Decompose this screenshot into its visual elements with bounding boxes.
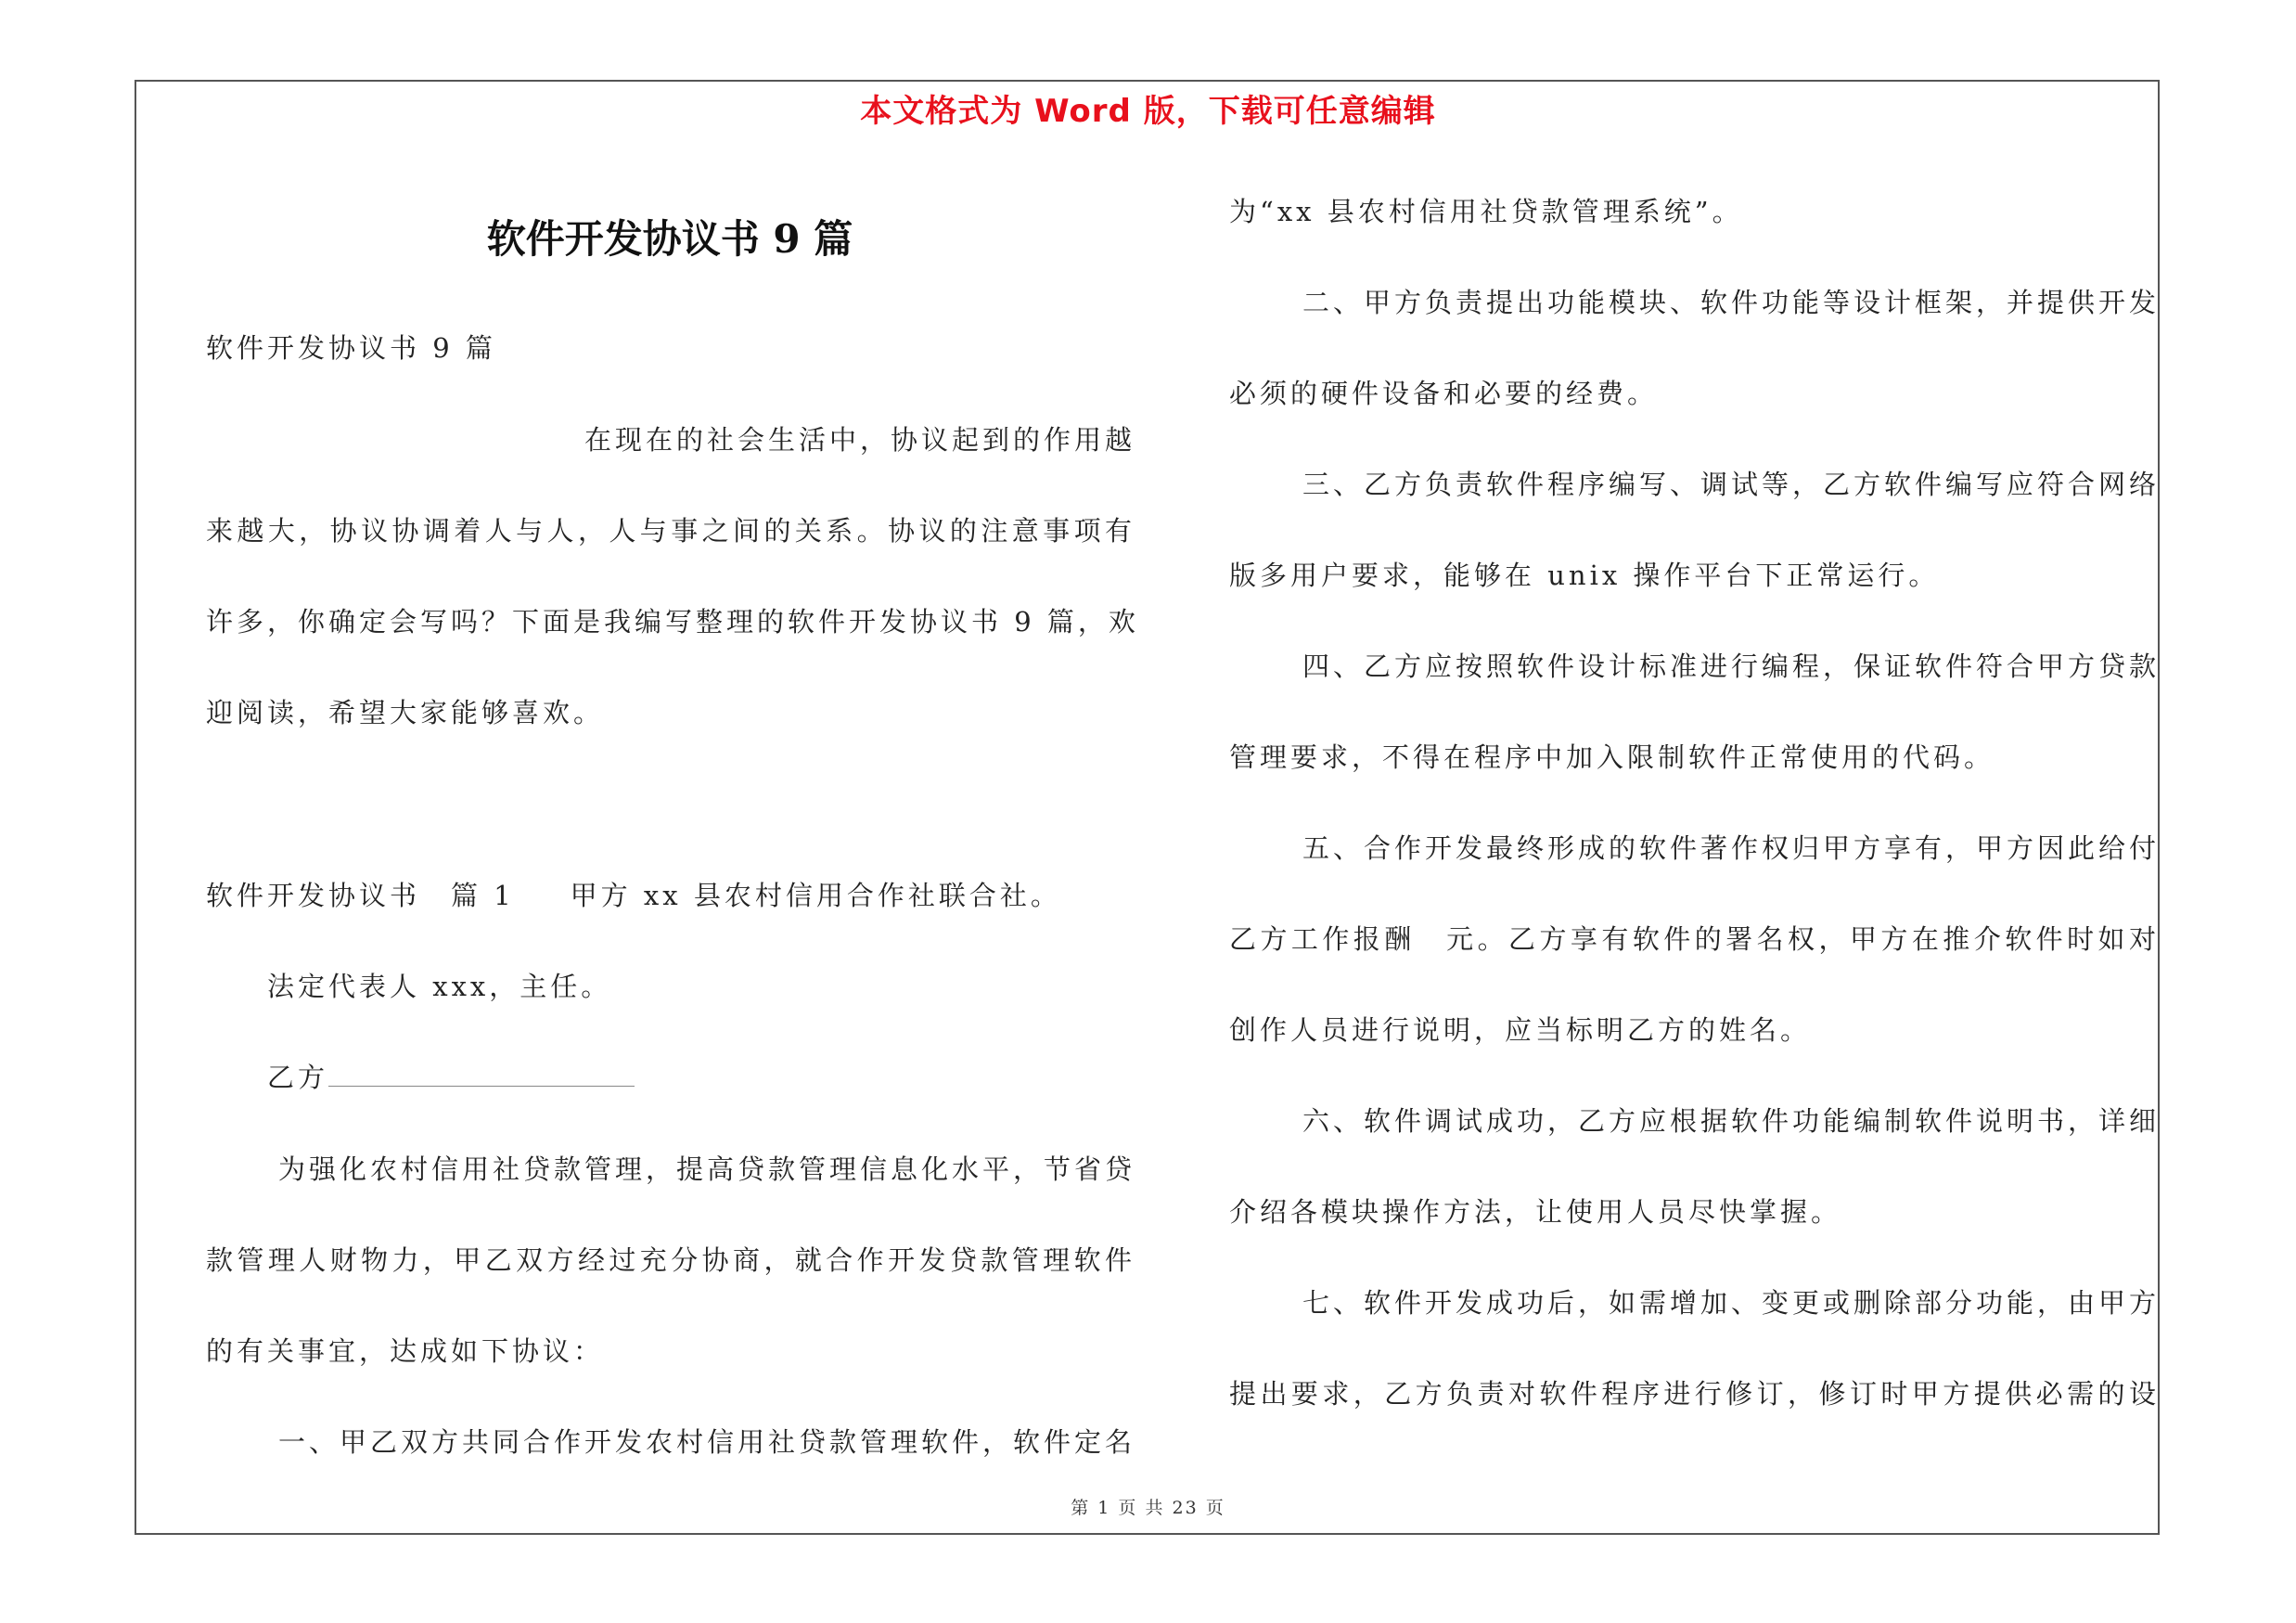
section-1-heading-line	[206, 877, 1061, 914]
clause-6-line-1: 六、软件调试成功，乙方应根据软件功能编制软件说明书，详细	[1302, 1105, 2160, 1137]
clause-3-line-1: 三、乙方负责软件程序编写、调试等，乙方软件编写应符合网络	[1302, 469, 2160, 500]
intro-paragraph-line-2: 来越大，协议协调着人与人，人与事之间的关系。协议的注意事项有	[206, 515, 1135, 547]
clause-2-line-1: 二、甲方负责提出功能模块、软件功能等设计框架，并提供开发	[1302, 287, 2160, 318]
intro-paragraph-line-1: 在现在的社会生活中，协议起到的作用越	[584, 424, 1135, 456]
clause-4-line-2: 管理要求，不得在程序中加入限制软件正常使用的代码。	[1229, 741, 1995, 773]
purpose-paragraph-line-3: 的有关事宜，达成如下协议：	[206, 1335, 605, 1367]
clause-5-line-2: 乙方工作报酬 元。乙方享有软件的署名权，甲方在推介软件时如对	[1229, 923, 2160, 955]
document-title: 软件开发协议书 9 篇	[486, 216, 853, 262]
clause-1-line-1: 一、甲乙双方共同合作开发农村信用社贷款管理软件，软件定名	[277, 1426, 1135, 1458]
page-number-footer: 第 1 页 共 23 页	[1071, 1498, 1225, 1518]
clause-7-line-2: 提出要求，乙方负责对软件程序进行修订，修订时甲方提供必需的设	[1229, 1378, 2160, 1410]
purpose-paragraph-line-2: 款管理人财物力，甲乙双方经过充分协商，就合作开发贷款管理软件	[206, 1244, 1135, 1276]
purpose-paragraph-line-1: 为强化农村信用社贷款管理，提高贷款管理信息化水平，节省贷	[277, 1153, 1135, 1185]
clause-2-line-2: 必须的硬件设备和必要的经费。	[1229, 378, 1659, 409]
party-b-blank	[328, 1063, 635, 1087]
clause-3-line-2: 版多用户要求，能够在 unix 操作平台下正常运行。	[1229, 560, 1940, 591]
section-label: 软件开发协议书 篇 1	[206, 880, 515, 911]
clause-6-line-2: 介绍各模块操作方法，让使用人员尽快掌握。	[1229, 1196, 1842, 1228]
party-b-line	[267, 1059, 635, 1096]
clause-5-line-3: 创作人员进行说明，应当标明乙方的姓名。	[1229, 1014, 1812, 1046]
clause-1-line-2: 为“xx 县农村信用社贷款管理系统”。	[1229, 196, 1743, 227]
intro-paragraph-line-4: 迎阅读，希望大家能够喜欢。	[206, 697, 605, 728]
clause-5-line-1: 五、合作开发最终形成的软件著作权归甲方享有，甲方因此给付	[1302, 832, 2160, 864]
party-b-label: 乙方	[267, 1062, 329, 1093]
clause-7-line-1: 七、软件开发成功后，如需增加、变更或删除部分功能，由甲方	[1302, 1287, 2160, 1319]
subtitle: 软件开发协议书 9 篇	[206, 332, 496, 364]
legal-representative: 法定代表人 xxx，主任。	[267, 971, 612, 1002]
clause-4-line-1: 四、乙方应按照软件设计标准进行编程，保证软件符合甲方贷款	[1302, 650, 2160, 682]
party-a: 甲方 xx 县农村信用合作社联合社。	[570, 880, 1061, 911]
word-format-banner: 本文格式为 Word 版，下载可任意编辑	[860, 93, 1436, 130]
intro-paragraph-line-3: 许多，你确定会写吗？下面是我编写整理的软件开发协议书 9 篇，欢	[206, 606, 1139, 638]
